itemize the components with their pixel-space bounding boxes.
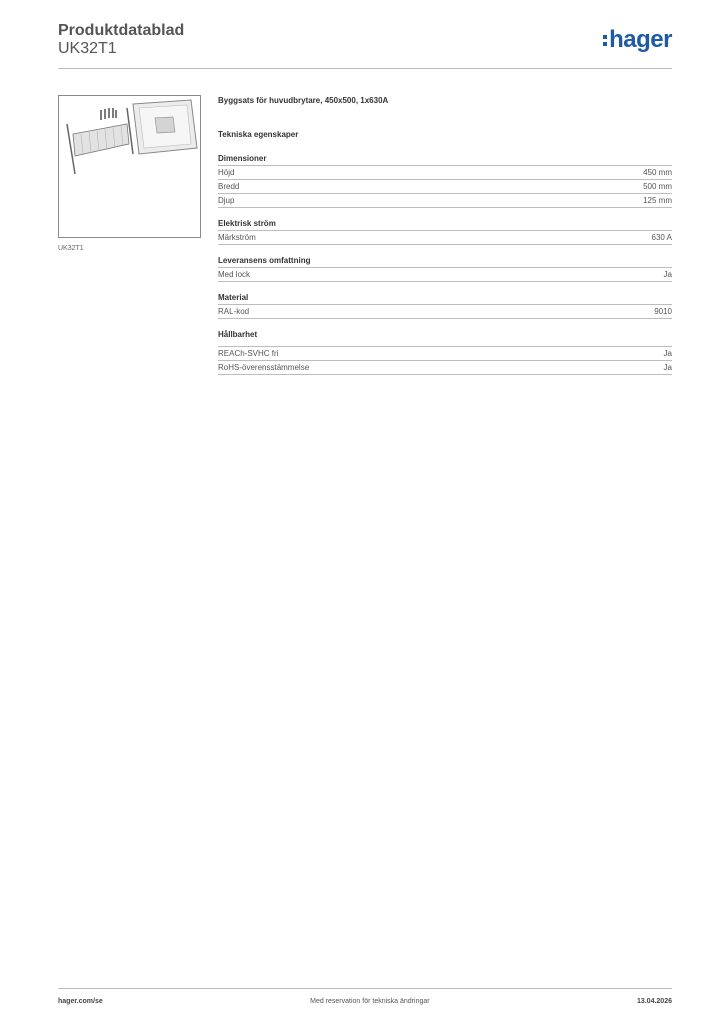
spec-value: 500 mm bbox=[643, 182, 672, 191]
section-title: Hållbarhet bbox=[218, 329, 672, 347]
page-header bbox=[58, 21, 184, 58]
section-title: Material bbox=[218, 292, 672, 305]
spec-label: Djup bbox=[218, 196, 235, 205]
product-name: Byggsats för huvudbrytare, 450x500, 1x630A bbox=[218, 96, 389, 105]
hager-logo bbox=[603, 28, 672, 52]
footer-divider bbox=[58, 988, 672, 989]
section-title: Leveransens omfattning bbox=[218, 255, 672, 268]
spec-label: Höjd bbox=[218, 168, 235, 177]
spec-value: Ja bbox=[663, 363, 672, 372]
section-elektrisk-strom bbox=[218, 218, 672, 245]
logo-dots-icon bbox=[603, 35, 607, 46]
spec-row bbox=[218, 180, 672, 194]
logo-text: hager bbox=[609, 26, 672, 53]
spec-value: Ja bbox=[663, 349, 672, 358]
section-hallbarhet bbox=[218, 329, 672, 375]
spec-row bbox=[218, 268, 672, 282]
section-dimensioner bbox=[218, 153, 672, 208]
tech-heading: Tekniska egenskaper bbox=[218, 130, 299, 139]
section-leveransens-omfattning bbox=[218, 255, 672, 282]
section-material bbox=[218, 292, 672, 319]
spec-row bbox=[218, 305, 672, 319]
footer-website-link[interactable]: hager.com/se bbox=[58, 998, 103, 1005]
spec-label: Märkström bbox=[218, 233, 256, 242]
spec-label: REACh-SVHC fri bbox=[218, 349, 279, 358]
spec-value: 125 mm bbox=[643, 196, 672, 205]
section-title: Dimensioner bbox=[218, 153, 672, 166]
spec-value: Ja bbox=[663, 270, 672, 279]
spec-row bbox=[218, 361, 672, 375]
section-title: Elektrisk ström bbox=[218, 218, 672, 231]
spec-label: RAL-kod bbox=[218, 307, 250, 316]
product-kit-illustration-icon bbox=[59, 96, 200, 237]
product-details bbox=[218, 96, 672, 375]
spec-row bbox=[218, 231, 672, 245]
header-divider bbox=[58, 68, 672, 69]
spec-label: Med lock bbox=[218, 270, 251, 279]
page-title: Produktdatablad bbox=[58, 22, 185, 39]
footer-date: 13.04.2026 bbox=[636, 998, 672, 1005]
spec-label: Bredd bbox=[218, 182, 240, 191]
page-footer bbox=[58, 998, 672, 1005]
spec-row bbox=[218, 194, 672, 208]
footer-disclaimer: Med reservation för tekniska ändringar bbox=[310, 998, 430, 1005]
spec-row bbox=[218, 166, 672, 180]
spec-value: 9010 bbox=[654, 307, 672, 316]
spec-row bbox=[218, 347, 672, 361]
spec-label: RoHS-överensstämmelse bbox=[218, 363, 310, 372]
image-caption: UK32T1 bbox=[58, 245, 84, 252]
spec-value: 450 mm bbox=[643, 168, 672, 177]
spec-value: 630 A bbox=[651, 233, 672, 242]
product-image bbox=[58, 95, 201, 238]
product-code: UK32T1 bbox=[58, 40, 117, 57]
